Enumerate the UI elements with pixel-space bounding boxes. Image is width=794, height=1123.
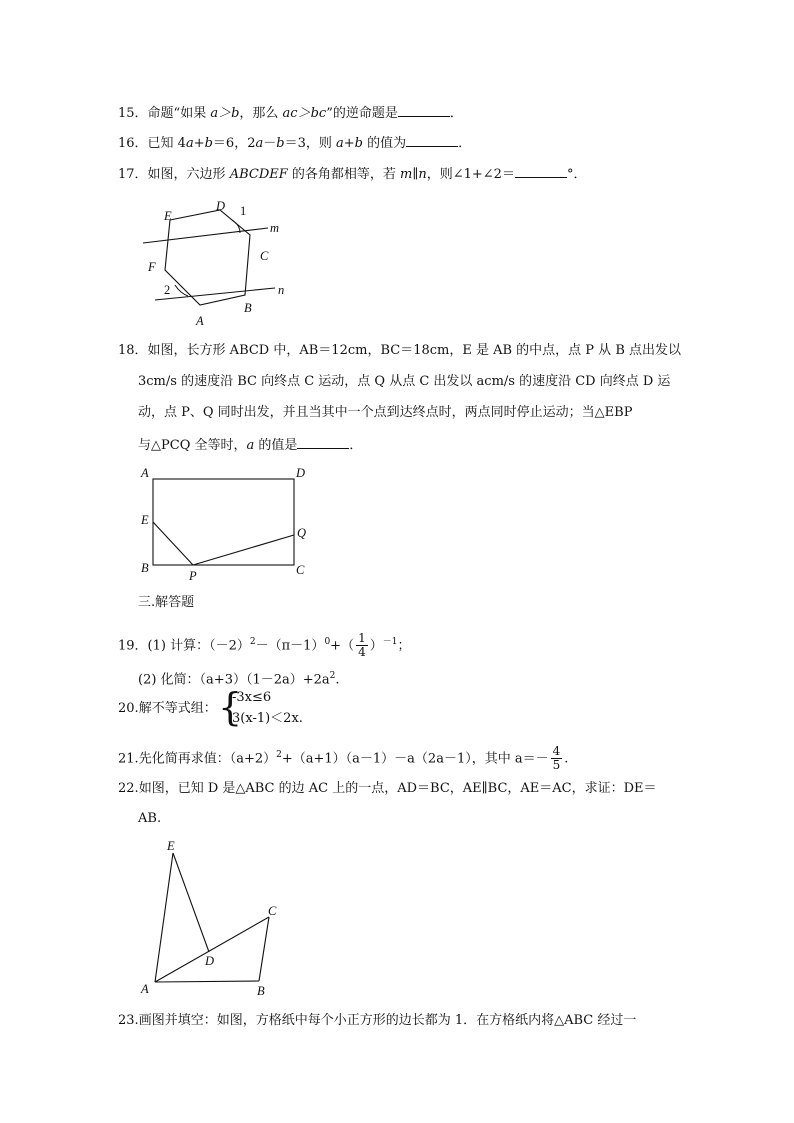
math-expr: a+b bbox=[185, 136, 213, 151]
question-text: ，那么 bbox=[239, 106, 283, 121]
question-text: 命题“如果 bbox=[147, 106, 211, 121]
punct: . bbox=[298, 711, 303, 726]
question-text: ） bbox=[369, 638, 383, 654]
question-text: － bbox=[263, 136, 277, 151]
label-A: A bbox=[196, 314, 204, 328]
punct: °． bbox=[566, 167, 587, 182]
question-text: 如图，已知 D 是△ABC 的边 AC 上的一点，AD＝BC，AE∥BC，AE＝AC，求证：DE＝ bbox=[138, 781, 657, 796]
math-expr: ABCDEF bbox=[229, 167, 288, 182]
question-text: 已知 4 bbox=[147, 136, 186, 151]
math-expr: a＞b bbox=[210, 106, 240, 121]
inequality-text: 3(x-1)＜2x bbox=[232, 711, 299, 726]
question-text: 与△PCQ 全等时， bbox=[138, 438, 247, 453]
label-2: 2 bbox=[164, 283, 171, 297]
section-title: 三.解答题 bbox=[138, 595, 195, 610]
question-number: 23. bbox=[118, 1013, 139, 1028]
punct: . bbox=[564, 751, 569, 767]
punct: ； bbox=[397, 638, 411, 654]
exponent: 2 bbox=[276, 750, 282, 760]
segment-ed bbox=[173, 853, 209, 952]
question-18-line1 bbox=[118, 342, 681, 360]
segment-ab bbox=[155, 981, 259, 982]
question-18-line3 bbox=[138, 404, 632, 422]
fraction-numerator: 4 bbox=[552, 744, 561, 759]
punct: . bbox=[335, 672, 340, 688]
punct: ． bbox=[349, 438, 363, 453]
question-number: 15． bbox=[118, 106, 148, 121]
punct: ． bbox=[449, 106, 463, 121]
rectangle-abcd bbox=[153, 479, 294, 565]
question-number: 21. bbox=[118, 751, 139, 767]
question-number: 18． bbox=[118, 343, 148, 358]
line-n bbox=[155, 288, 275, 300]
question-22-line2 bbox=[138, 810, 161, 828]
inequality-1 bbox=[232, 689, 271, 707]
exponent: 0 bbox=[324, 637, 331, 647]
question-22-line1 bbox=[118, 780, 657, 798]
label-P: P bbox=[189, 569, 197, 582]
question-16 bbox=[118, 134, 471, 153]
question-text: 如图，六边形 bbox=[147, 167, 230, 182]
question-23 bbox=[118, 1012, 636, 1030]
question-text: (1) 计算：（－2） bbox=[147, 638, 250, 654]
label-m: m bbox=[270, 221, 280, 235]
question-number: 22. bbox=[118, 781, 139, 796]
question-text: －（π－1） bbox=[255, 638, 325, 654]
math-expr: m∥n bbox=[400, 167, 427, 182]
label-A: A bbox=[141, 466, 149, 480]
question-text: ，则∠1+∠2＝ bbox=[426, 167, 515, 182]
segment-ac bbox=[155, 917, 269, 982]
math-expr: ac＞bc bbox=[282, 106, 327, 121]
label-E: E bbox=[167, 839, 175, 853]
fraction bbox=[551, 745, 563, 772]
fraction-denominator: 5 bbox=[552, 758, 561, 773]
label-D: D bbox=[205, 954, 215, 968]
question-text: 先化简再求值：（a+2） bbox=[138, 751, 277, 767]
inequality-2 bbox=[232, 710, 303, 728]
segment-bc bbox=[259, 917, 269, 981]
label-C: C bbox=[296, 563, 305, 577]
question-text: 如图，长方形 ABCD 中，AB＝12cm，BC＝18cm，E 是 AB 的中点，点 P 从 B 点出发以 bbox=[147, 343, 682, 358]
rectangle-figure bbox=[135, 462, 320, 582]
question-text: 的值是 bbox=[254, 438, 298, 453]
answer-blank[interactable] bbox=[297, 436, 349, 449]
label-B: B bbox=[257, 984, 265, 998]
fraction-numerator: 1 bbox=[358, 631, 366, 646]
question-18-line4 bbox=[138, 436, 362, 455]
exponent: －1 bbox=[382, 637, 398, 647]
question-18-line2 bbox=[138, 373, 670, 391]
label-C: C bbox=[268, 904, 277, 918]
label-E: E bbox=[164, 209, 172, 223]
math-expr: a bbox=[246, 438, 255, 453]
question-text: AB. bbox=[138, 811, 162, 826]
question-text: 画图并填空：如图，方格纸中每个小正方形的边长都为 1．在方格纸内将△ABC 经过一 bbox=[138, 1013, 637, 1028]
question-text: 3cm/s 的速度沿 BC 向终点 C 运动，点 Q 从点 C 出发以 acm/s 的速度沿 CD 向终点 D 运 bbox=[138, 374, 671, 389]
question-15 bbox=[118, 104, 463, 123]
math-expr: b bbox=[276, 136, 285, 151]
label-C: C bbox=[260, 249, 269, 263]
question-text: 动，点 P、Q 同时出发，并且当其中一个点到达终点时，两点同时停止运动；当△EBP bbox=[138, 405, 633, 420]
answer-blank[interactable] bbox=[398, 104, 450, 117]
brace-symbol: { bbox=[218, 685, 243, 729]
question-text: (2) 化简：（a+3）（1－2a）+2a bbox=[138, 672, 330, 688]
label-1: 1 bbox=[240, 204, 247, 218]
question-text: 的各角都相等，若 bbox=[287, 167, 401, 182]
label-Q: Q bbox=[297, 526, 307, 540]
question-number: 17． bbox=[118, 167, 148, 182]
question-text: ”的逆命题是 bbox=[326, 106, 398, 121]
math-expr: a+b bbox=[335, 136, 363, 151]
label-B: B bbox=[141, 561, 149, 575]
label-E: E bbox=[141, 513, 149, 527]
segment-pq bbox=[193, 535, 294, 565]
question-number: 16． bbox=[118, 136, 148, 151]
question-text: 的值为 bbox=[362, 136, 407, 151]
question-21 bbox=[118, 740, 568, 774]
fraction-denominator: 4 bbox=[358, 645, 366, 660]
label-A: A bbox=[141, 982, 149, 996]
question-number: 19． bbox=[118, 638, 148, 654]
hexagon-figure bbox=[140, 195, 300, 330]
segment-ep bbox=[153, 522, 193, 565]
label-D: D bbox=[296, 466, 306, 480]
question-17 bbox=[118, 165, 586, 184]
label-F: F bbox=[148, 260, 156, 274]
label-D: D bbox=[216, 199, 226, 213]
triangle-figure bbox=[135, 835, 285, 1000]
math-expr: a bbox=[255, 136, 264, 151]
section-heading bbox=[138, 594, 194, 612]
question-number: 20. bbox=[118, 701, 139, 716]
segment-ae bbox=[155, 853, 173, 982]
inequality-text: -3x≤6 bbox=[232, 690, 272, 705]
answer-blank[interactable] bbox=[515, 165, 567, 178]
question-text: +（a+1）（a－1）－a（2a－1），其中 a＝－ bbox=[281, 751, 549, 767]
exponent: 2 bbox=[329, 671, 336, 681]
label-B: B bbox=[244, 301, 252, 315]
exponent: 2 bbox=[249, 637, 256, 647]
question-20 bbox=[118, 700, 217, 718]
question-text: ＝6，2 bbox=[212, 136, 256, 151]
question-19-part1 bbox=[118, 627, 410, 661]
answer-blank[interactable] bbox=[406, 134, 458, 147]
fraction bbox=[356, 632, 368, 659]
punct: ． bbox=[458, 136, 472, 151]
question-text: 解不等式组： bbox=[138, 701, 217, 716]
question-text: +（ bbox=[330, 638, 355, 654]
label-n: n bbox=[278, 283, 285, 297]
question-text: ＝3，则 bbox=[284, 136, 336, 151]
